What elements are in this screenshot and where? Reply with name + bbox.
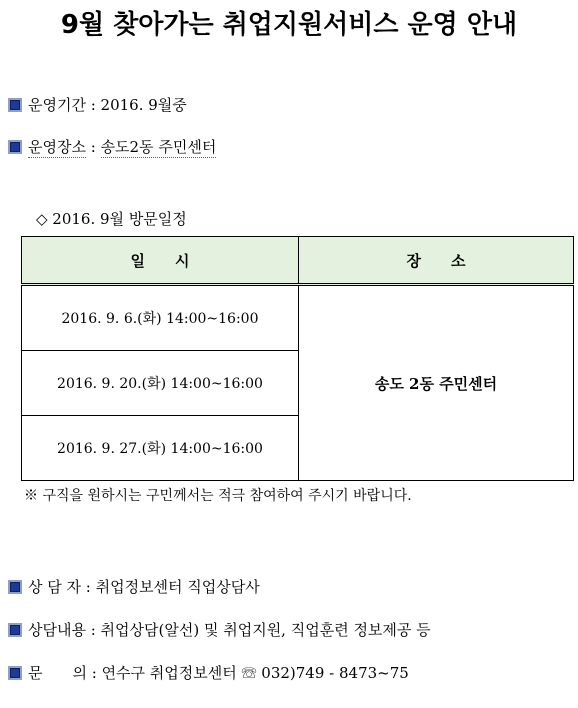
place-line bbox=[8, 136, 216, 158]
schedule-place: 송도 2동 주민센터 bbox=[299, 285, 574, 481]
counselor-text: 상 담 자 : 취업정보센터 직업상담사 bbox=[28, 578, 260, 596]
inquiry-line bbox=[8, 662, 409, 683]
place-value: 송도2동 주민센터 bbox=[100, 138, 217, 156]
inquiry-text: 문 의 : 연수구 취업정보센터 ☏ 032)749 - 8473~75 bbox=[28, 664, 409, 682]
square-bullet-icon bbox=[8, 623, 22, 637]
schedule-date: 2016. 9. 27.(화) 14:00~16:00 bbox=[22, 416, 299, 481]
page-title: 9월 찾아가는 취업지원서비스 운영 안내 bbox=[60, 10, 518, 40]
square-bullet-icon bbox=[8, 140, 22, 154]
header-datetime: 일 시 bbox=[22, 237, 299, 285]
schedule-date: 2016. 9. 20.(화) 14:00~16:00 bbox=[22, 351, 299, 416]
square-bullet-icon bbox=[8, 98, 22, 112]
schedule-date: 2016. 9. 6.(화) 14:00~16:00 bbox=[22, 285, 299, 351]
participation-note: ※ 구직을 원하시는 구민께서는 적극 참여하여 주시기 바랍니다. bbox=[24, 488, 412, 504]
schedule-heading: ◇ 2016. 9월 방문일정 bbox=[36, 210, 187, 228]
content-text: 상담내용 : 취업상담(알선) 및 취업지원, 직업훈련 정보제공 등 bbox=[28, 621, 431, 639]
counselor-line bbox=[8, 576, 260, 597]
square-bullet-icon bbox=[8, 580, 22, 594]
content-line bbox=[8, 619, 431, 640]
header-place: 장 소 bbox=[299, 237, 574, 285]
square-bullet-icon bbox=[8, 666, 22, 680]
place-separator: : bbox=[85, 138, 101, 156]
period-text: 운영기간 : 2016. 9월중 bbox=[28, 96, 187, 114]
place-label: 운영장소 bbox=[28, 138, 86, 156]
period-line bbox=[8, 94, 187, 115]
table-row bbox=[22, 285, 574, 351]
schedule-table bbox=[21, 236, 574, 481]
table-header-row bbox=[22, 237, 574, 285]
